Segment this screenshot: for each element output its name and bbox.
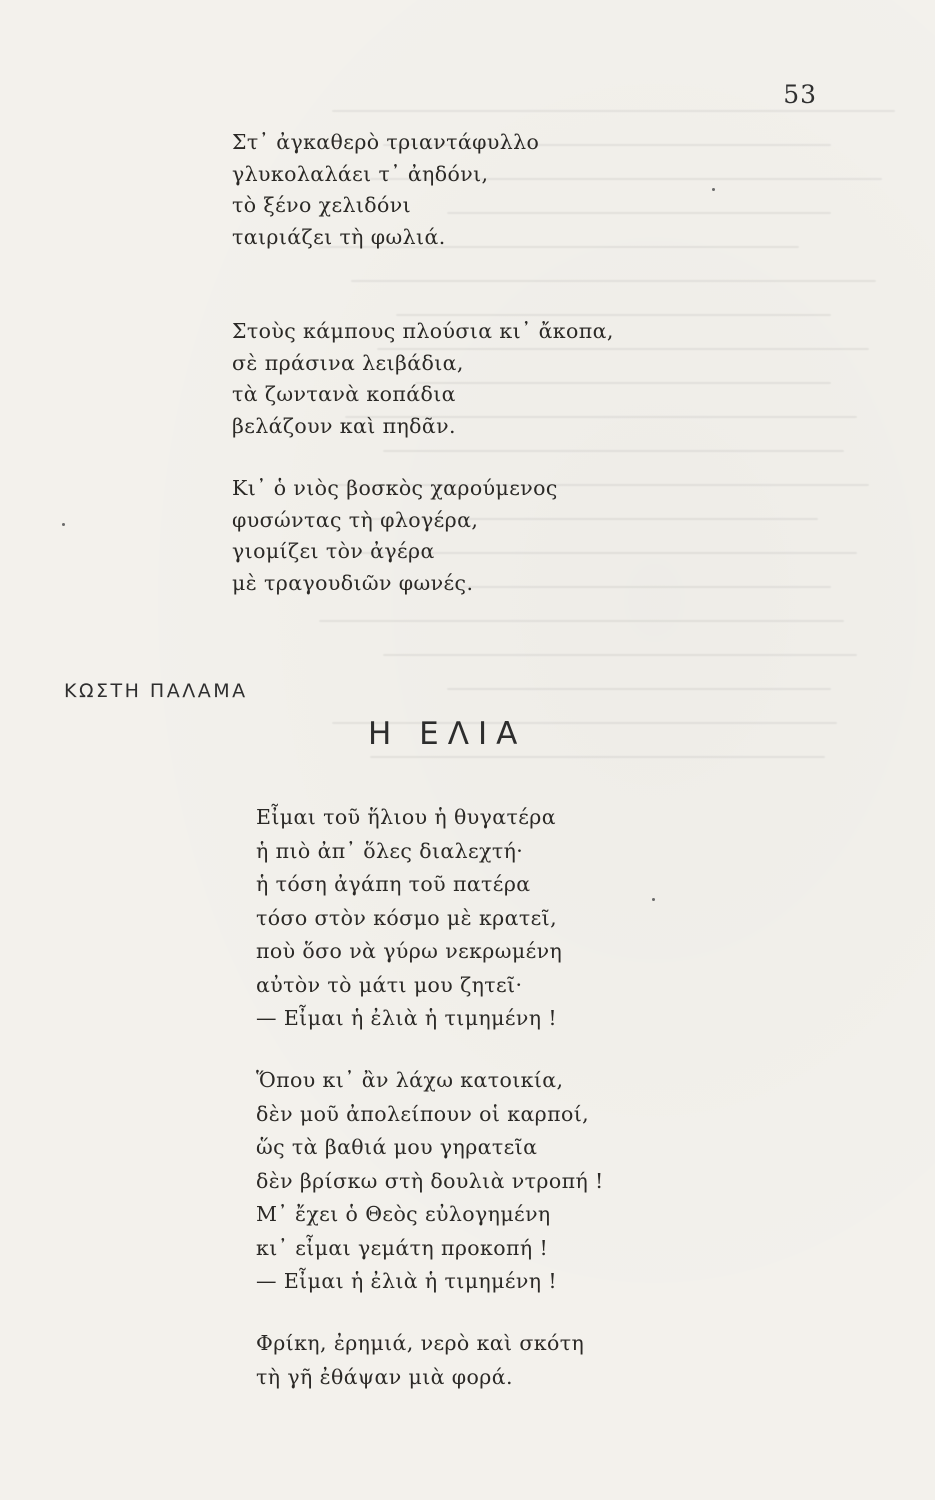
verse-line: Μ᾿ ἔχει ὁ Θεὸς εὐλογημένη xyxy=(256,1202,551,1226)
poem-stanza-1 xyxy=(256,801,562,1036)
verse-line: τὸ ξένο χελιδόνι xyxy=(232,193,412,217)
refrain-line: — Εἶμαι ἡ ἐλιὰ ἡ τιμημένη ! xyxy=(256,1269,557,1293)
refrain-line: — Εἶμαι ἡ ἐλιὰ ἡ τιμημένη ! xyxy=(256,1006,557,1030)
verse-line: τόσο στὸν κόσμο μὲ κρατεῖ, xyxy=(256,905,557,930)
verse-line: ἡ πιὸ ἀπ᾿ ὅλες διαλεχτή· xyxy=(256,838,524,863)
verse-line: Κι᾿ ὁ νιὸς βοσκὸς χαρούμενος xyxy=(232,476,558,500)
verse-line: κι᾿ εἶμαι γεμάτη προκοπή ! xyxy=(256,1235,549,1260)
previous-poem-stanza-2 xyxy=(232,316,614,442)
verse-line: ποὺ ὅσο νὰ γύρω νεκρωμένη xyxy=(256,939,563,963)
verse-line: αὐτὸν τὸ μάτι μου ζητεῖ· xyxy=(256,972,523,997)
print-speck xyxy=(712,188,715,191)
verse-line: ὥς τὰ βαθιά μου γηρατεῖα xyxy=(256,1135,538,1159)
verse-line: Εἶμαι τοῦ ἥλιου ἡ θυγατέρα xyxy=(256,805,556,829)
poem-stanza-3 xyxy=(256,1327,584,1394)
verse-line: γλυκολαλάει τ᾿ ἀηδόνι, xyxy=(232,161,489,186)
verse-line: βελάζουν καὶ πηδᾶν. xyxy=(232,413,456,438)
print-speck xyxy=(652,898,655,901)
verse-line: τὴ γῆ ἐθάψαν μιὰ φορά. xyxy=(256,1364,513,1389)
verse-line: γιομίζει τὸν ἀγέρα xyxy=(232,539,435,563)
previous-poem-stanza-1 xyxy=(232,127,539,253)
print-speck xyxy=(62,523,65,526)
author-name: ΚΩΣΤΗ ΠΑΛΑΜΑ xyxy=(64,680,248,702)
verse-line: ταιριάζει τὴ φωλιά. xyxy=(232,224,446,249)
poem-stanza-2 xyxy=(256,1064,604,1299)
verse-line: τὰ ζωντανὰ κοπάδια xyxy=(232,382,456,406)
verse-line: δὲν βρίσκω στὴ δουλιὰ ντροπή ! xyxy=(256,1168,604,1193)
verse-line: Φρίκη, ἐρημιά, νερὸ καὶ σκότη xyxy=(256,1331,585,1355)
verse-line: μὲ τραγουδιῶν φωνές. xyxy=(232,570,474,595)
poem-title: Η ΕΛΙΑ xyxy=(368,716,527,752)
previous-poem-stanza-3 xyxy=(232,473,558,599)
verse-line: ἡ τόση ἀγάπη τοῦ πατέρα xyxy=(256,872,531,896)
verse-line: Στοὺς κάμπους πλούσια κι᾿ ἄκοπα, xyxy=(232,319,614,343)
verse-line: σὲ πράσινα λειβάδια, xyxy=(232,350,464,375)
verse-line: φυσώντας τὴ φλογέρα, xyxy=(232,507,479,532)
page-number: 53 xyxy=(783,80,817,109)
verse-line: Στ᾿ ἀγκαθερὸ τριαντάφυλλο xyxy=(232,130,540,154)
verse-line: Ὅπου κι᾿ ἂν λάχω κατοικία, xyxy=(256,1068,564,1092)
verse-line: δὲν μοῦ ἀπολείπουν οἱ καρποί, xyxy=(256,1101,590,1126)
